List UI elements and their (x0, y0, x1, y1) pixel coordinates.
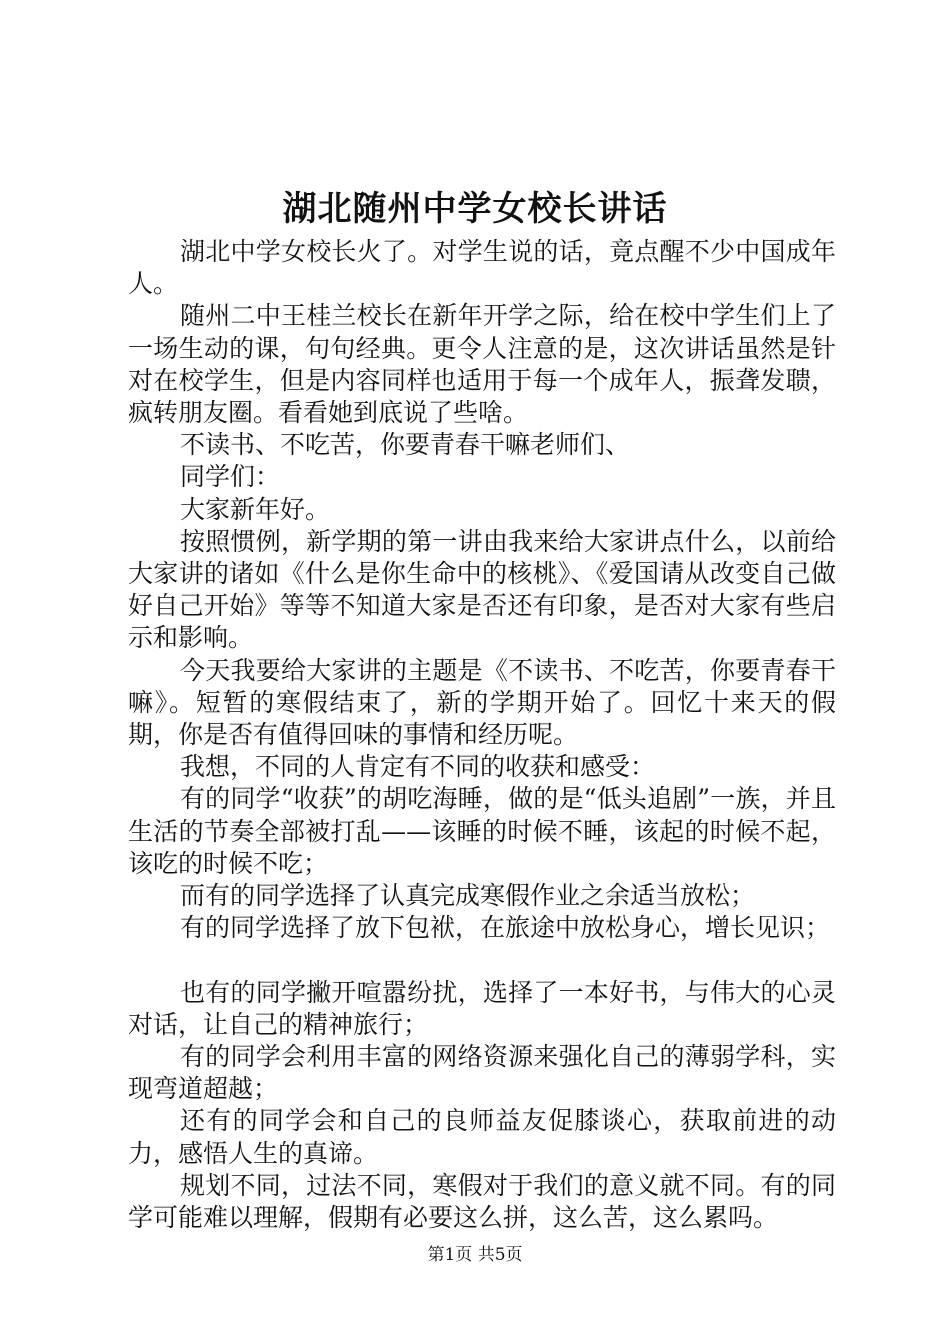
paragraph: 有的同学“收获”的胡吃海睡，做的是“低头追剧”一族，并且生活的节奏全部被打乱——该睡的时候不睡，该起的时候不起，该吃的时候不吃； (128, 784, 836, 878)
paragraph: 有的同学选择了放下包袱，在旅途中放松身心，增长见识； (180, 913, 831, 943)
paragraph: 有的同学会利用丰富的网络资源来强化自己的薄弱学科，实现弯道超越； (128, 1042, 836, 1104)
paragraph: 按照惯例，新学期的第一讲由我来给大家讲点什么，以前给大家讲的诸如《什么是你生命中的核桃》、《爱国请从改变自己做好自己开始》等等不知道大家是否还有印象，是否对大家有些启示和影响。 (128, 526, 836, 653)
paragraph: 还有的同学会和自己的良师益友促膝谈心，获取前进的动力，感悟人生的真谛。 (128, 1106, 836, 1168)
paragraph: 今天我要给大家讲的主题是《不读书、不吃苦，你要青春干嘛》。短暂的寒假结束了，新的学期开始了。回忆十来天的假期，你是否有值得回味的事情和经历呢。 (128, 655, 836, 750)
paragraph: 我想，不同的人肯定有不同的收获和感受： (180, 752, 656, 782)
paragraph: 不读书、不吃苦，你要青春干嘛老师们、 (180, 430, 631, 460)
paragraph: 湖北中学女校长火了。对学生说的话，竟点醒不少中国成年人。 (128, 237, 836, 299)
document-body (128, 236, 836, 1234)
paragraph: 规划不同，过法不同，寒假对于我们的意义就不同。有的同学可能难以理解，假期有必要这么拼，这么苦，这么累吗。 (128, 1170, 836, 1233)
paragraph: 大家新年好。 (180, 494, 331, 524)
paragraph: 同学们： (180, 462, 281, 492)
document-title: 湖北随州中学女校长讲话 (282, 189, 668, 229)
paragraph: 也有的同学撇开喧嚣纷扰，选择了一本好书，与伟大的心灵对话，让自己的精神旅行； (128, 977, 836, 1039)
blank-line (128, 944, 836, 976)
paragraph: 而有的同学选择了认真完成寒假作业之余适当放松； (180, 881, 756, 911)
page-footer: 第1页 共5页 (427, 1245, 523, 1265)
paragraph: 随州二中王桂兰校长在新年开学之际，给在校中学生们上了一场生动的课，句句经典。更令人注意的是，这次讲话虽然是针对在校学生，但是内容同样也适用于每一个成年人，振聋发聩，疯转朋友圈。看看她到底说了些啥。 (128, 301, 836, 428)
